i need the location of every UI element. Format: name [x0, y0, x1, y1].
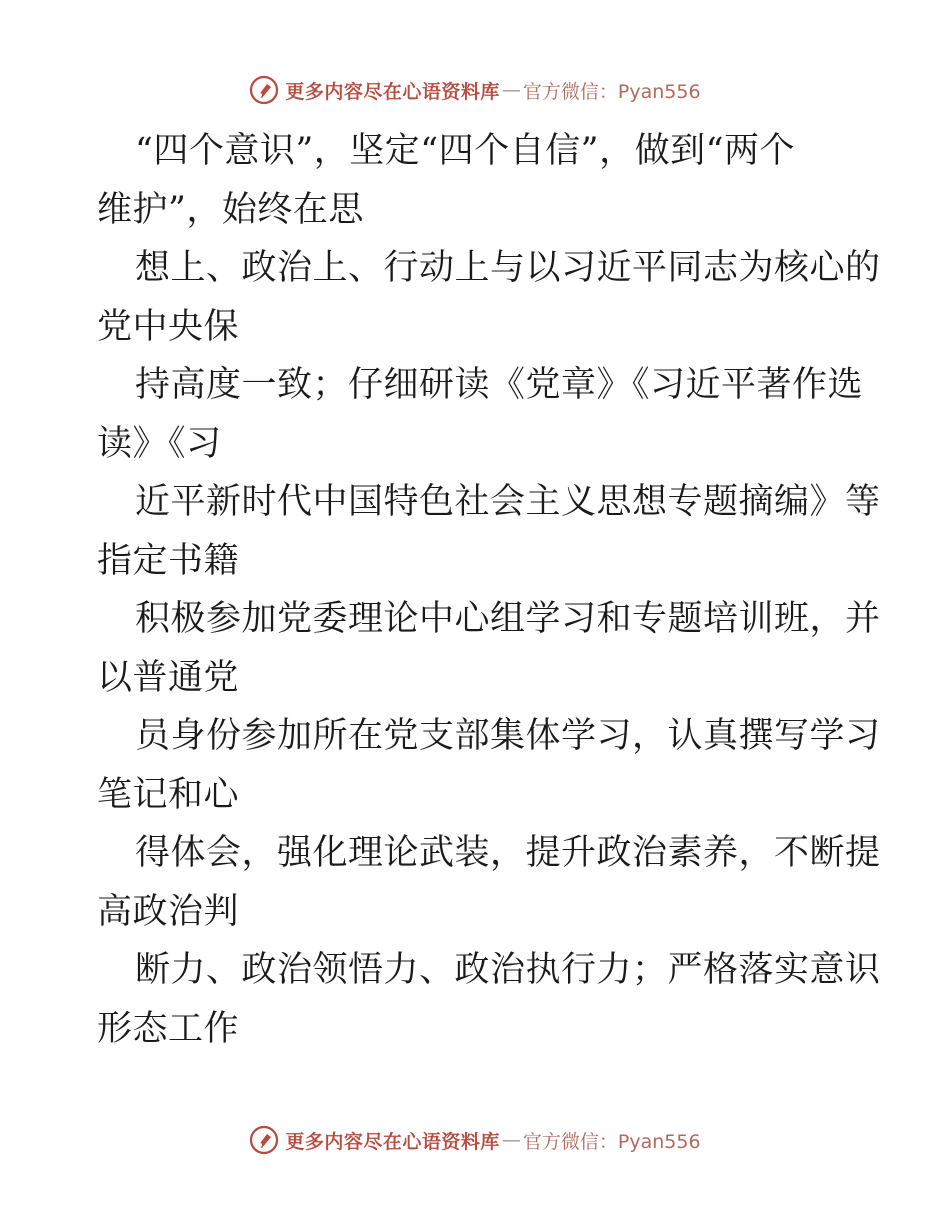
text-line: 想上、政治上、行动上与以习近平同志为核心的: [135, 248, 881, 288]
text-line: “四个意识”，坚定“四个自信”，做到“两个: [135, 131, 795, 171]
text-line: 维护”，始终在思: [97, 189, 364, 230]
text-line: 指定书籍: [97, 540, 240, 581]
banner-separator: —: [501, 79, 521, 101]
text-line: 近平新时代中国特色社会主义思想专题摘编》等: [135, 482, 881, 522]
text-line: 读》《习: [97, 423, 222, 464]
pen-nib-logo-icon: [249, 1125, 279, 1155]
text-line: 形态工作: [97, 1008, 240, 1049]
document-body: [97, 122, 881, 1058]
banner-wechat: 官方微信：Pyan556: [522, 1130, 701, 1153]
text-line: 高政治判: [97, 891, 240, 932]
text-line: 积极参加党委理论中心组学习和专题培训班，并: [135, 599, 881, 639]
text-line: 断力、政治领悟力、政治执行力；严格落实意识: [135, 950, 881, 990]
banner-title: 更多内容尽在心语资料库: [285, 1130, 500, 1153]
text-line: 以普通党: [97, 657, 240, 698]
pen-nib-logo-icon: [249, 75, 279, 105]
text-line: 得体会，强化理论武装，提升政治素养，不断提: [135, 833, 881, 873]
text-line: 持高度一致；仔细研读《党章》《习近平著作选: [135, 365, 864, 405]
text-line: 员身份参加所在党支部集体学习，认真撰写学习: [135, 716, 881, 756]
banner-wechat: 官方微信：Pyan556: [522, 80, 701, 103]
footer-banner: [0, 1120, 950, 1160]
banner-title: 更多内容尽在心语资料库: [285, 80, 500, 103]
text-line: 笔记和心: [97, 774, 240, 815]
banner-separator: —: [501, 1129, 521, 1151]
header-banner: [0, 70, 950, 110]
text-line: 党中央保: [97, 306, 240, 347]
